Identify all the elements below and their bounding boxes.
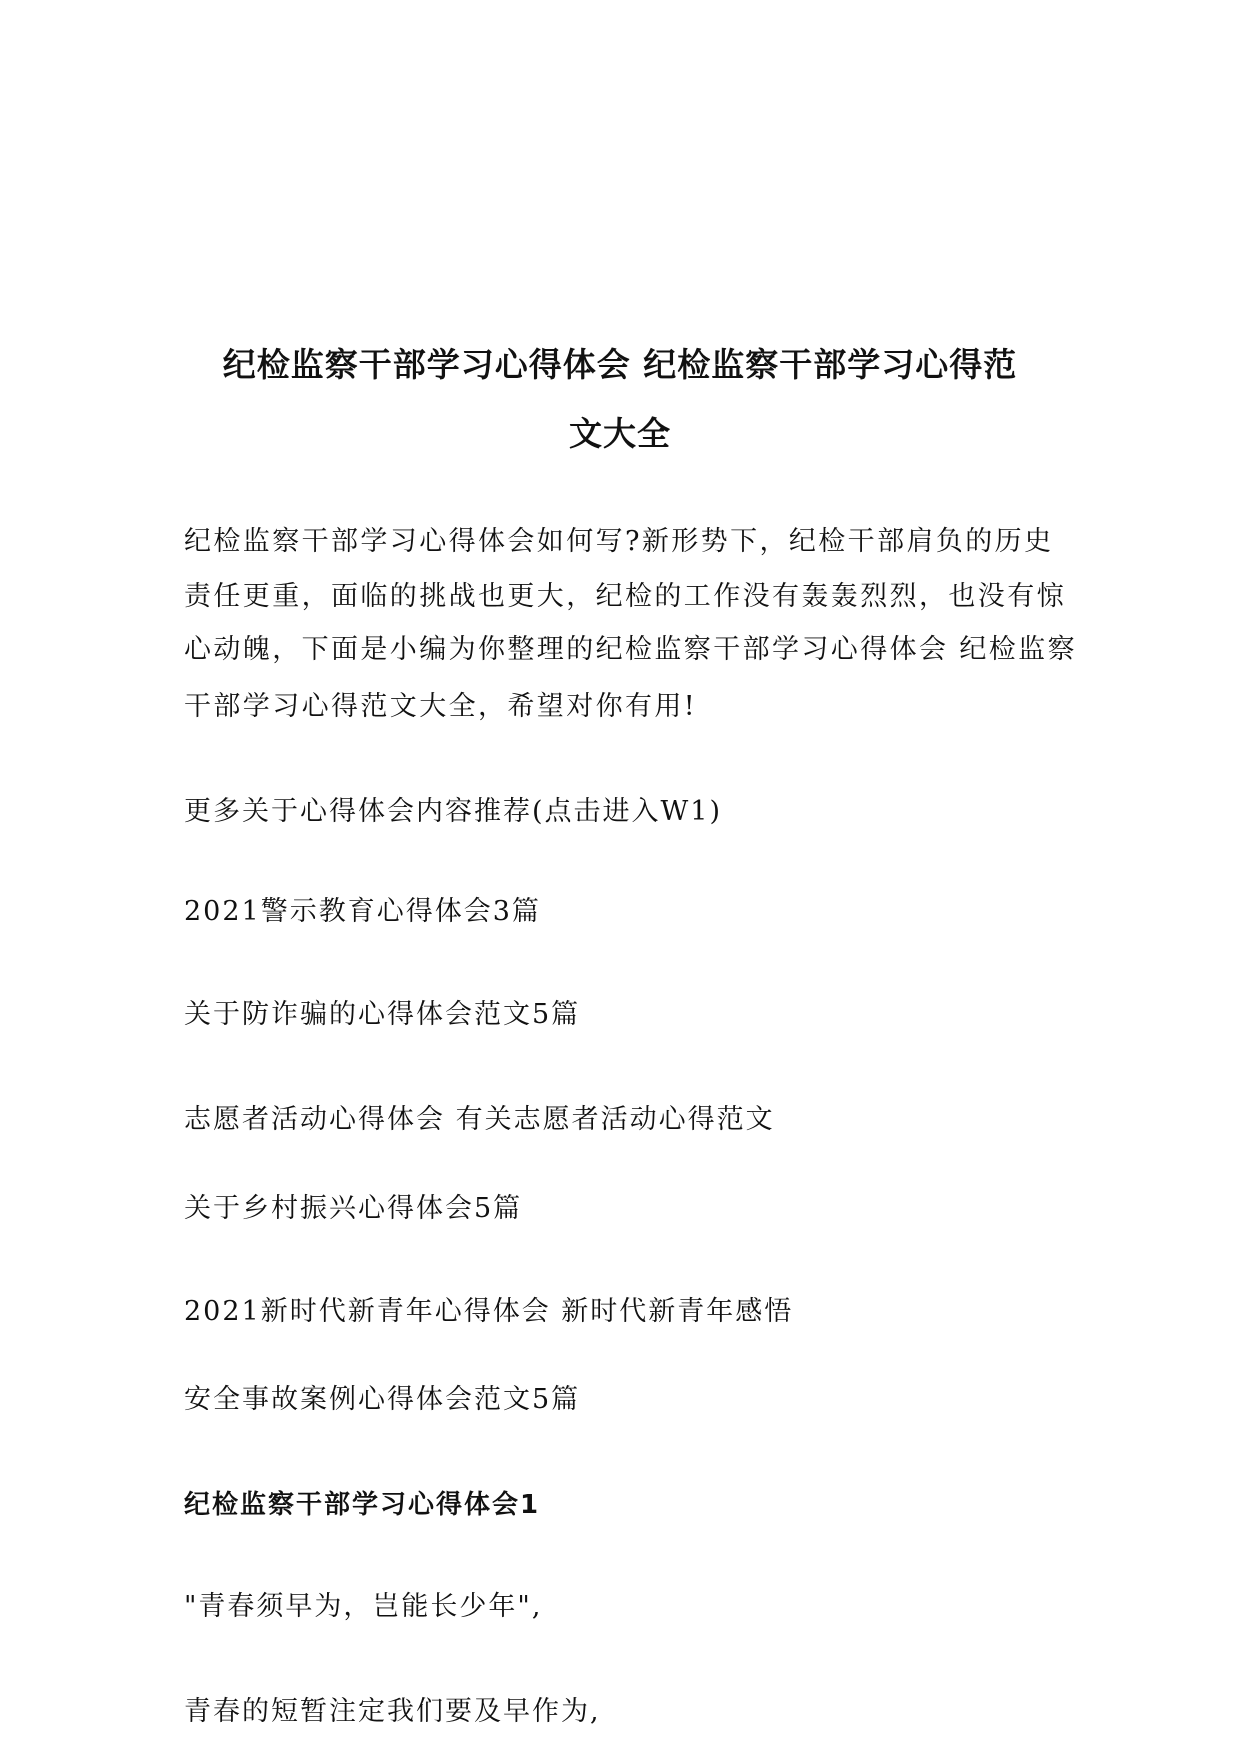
recommend-link[interactable]: 安全事故案例心得体会范文5篇 [184, 1384, 581, 1415]
recommend-header: 更多关于心得体会内容推荐(点击进入W1) [184, 796, 722, 827]
recommend-link[interactable]: 2021新时代新青年心得体会 新时代新青年感悟 [184, 1296, 794, 1327]
body-line: "青春须早为，岂能长少年", [184, 1591, 543, 1622]
recommend-link[interactable]: 关于防诈骗的心得体会范文5篇 [184, 999, 581, 1030]
intro-line: 纪检监察干部学习心得体会如何写?新形势下，纪检干部肩负的历史 [184, 526, 1054, 557]
body-line: 青春的短暂注定我们要及早作为, [184, 1696, 601, 1727]
intro-line: 责任更重，面临的挑战也更大，纪检的工作没有轰轰烈烈，也没有惊 [184, 581, 1066, 612]
intro-line: 心动魄，下面是小编为你整理的纪检监察干部学习心得体会 纪检监察 [184, 634, 1077, 665]
recommend-link[interactable]: 关于乡村振兴心得体会5篇 [184, 1193, 523, 1224]
intro-line: 干部学习心得范文大全，希望对你有用! [184, 691, 698, 722]
recommend-link[interactable]: 志愿者活动心得体会 有关志愿者活动心得范文 [184, 1104, 775, 1135]
document-title-line-2: 文大全 [569, 414, 671, 453]
section-heading: 纪检监察干部学习心得体会1 [184, 1490, 541, 1520]
document-title-line-1: 纪检监察干部学习心得体会 纪检监察干部学习心得范 [222, 345, 1018, 384]
recommend-link[interactable]: 2021警示教育心得体会3篇 [184, 896, 541, 927]
